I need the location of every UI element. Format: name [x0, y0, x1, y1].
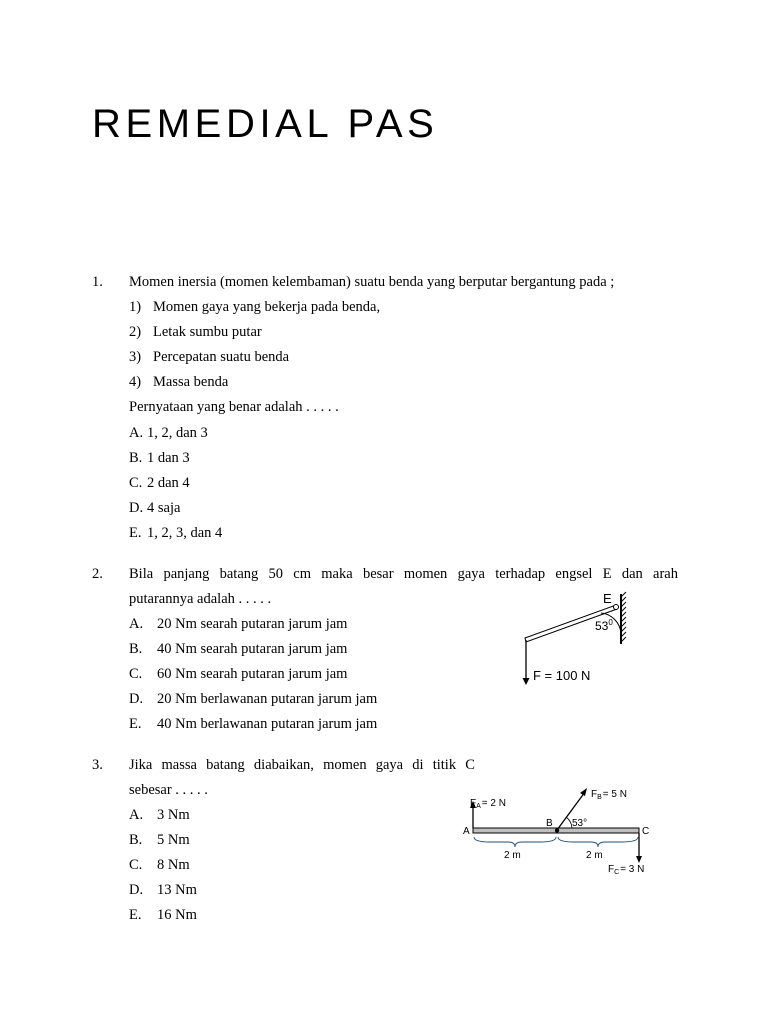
q2-figure — [518, 588, 630, 688]
q2-stem-word: panjang — [163, 566, 210, 582]
q2-stem-word: Bila — [129, 566, 154, 582]
q2-stem-line1 — [129, 565, 678, 583]
q3-option-text: 5 Nm — [157, 832, 190, 848]
q1-option-text: 2 dan 4 — [147, 475, 190, 491]
q1-statement-number: 2) — [129, 324, 142, 340]
brace-ab — [474, 837, 556, 847]
arrow-diagonal-icon — [580, 788, 587, 796]
hinge-icon — [614, 605, 619, 610]
q2-option-letter: D. — [129, 691, 144, 707]
q1-statement-text: Massa benda — [153, 374, 229, 390]
q3-angle-label: 53° — [572, 818, 588, 829]
q1-statement-text: Letak sumbu putar — [153, 324, 262, 340]
q3-option-text: 13 Nm — [157, 882, 197, 898]
point-c-label: C — [642, 826, 650, 837]
q2-option-letter: A. — [129, 616, 144, 632]
q2-angle-label: $53^0$ — [595, 618, 613, 633]
q3-option-text: 8 Nm — [157, 857, 190, 873]
q2-stem-word: arah — [653, 566, 678, 582]
q2-option-text: 20 Nm searah putaran jarum jam — [157, 616, 348, 632]
q2-stem-line2: putarannya adalah . . . . . — [129, 591, 272, 607]
q1-prompt: Pernyataan yang benar adalah . . . . . — [129, 399, 339, 415]
q1-option-letter: E. — [129, 525, 142, 541]
q1-option-text: 1, 2, dan 3 — [147, 425, 208, 441]
q1-option-letter: B. — [129, 450, 143, 466]
q2-stem-word: besar — [362, 566, 394, 582]
arrow-down-icon — [523, 678, 530, 685]
q1-option-text: 1 dan 3 — [147, 450, 190, 466]
q3-stem-word: momen — [323, 757, 367, 773]
q3-stem-word: C — [465, 757, 475, 773]
point-b-label: B — [546, 818, 553, 829]
fc-label: $F_C= 3$ N — [608, 864, 645, 876]
arrow-down-icon — [636, 856, 642, 863]
q1-statement-number: 3) — [129, 349, 142, 365]
q2-stem-word: 50 — [268, 566, 284, 582]
q2-stem-word: momen — [403, 566, 448, 582]
q1-statement-number: 4) — [129, 374, 142, 390]
q3-stem-word: diabaikan, — [253, 757, 314, 773]
fb-label: $F_B= 5$ N — [591, 789, 627, 801]
dist-bc-label: 2 m — [586, 850, 603, 861]
q2-option-letter: E. — [129, 716, 142, 732]
dist-ab-label: 2 m — [504, 850, 521, 861]
q3-stem-word: gaya — [375, 757, 404, 773]
point-a-label: A — [463, 826, 470, 837]
q2-option-letter: B. — [129, 641, 143, 657]
q2-option-text: 40 Nm searah putaran jarum jam — [157, 641, 348, 657]
q2-stem-word: E — [602, 566, 612, 582]
q2-force-label: F = 100 N — [533, 668, 591, 683]
q1-number: 1. — [92, 274, 103, 290]
q1-statement-number: 1) — [129, 299, 142, 315]
q3-option-letter: B. — [129, 832, 143, 848]
q2-stem-word: dan — [621, 566, 643, 582]
q3-stem-word: massa — [161, 757, 197, 773]
q3-option-text: 16 Nm — [157, 907, 197, 923]
q3-stem-word: di — [412, 757, 424, 773]
q3-option-letter: A. — [129, 807, 144, 823]
q1-option-letter: C. — [129, 475, 143, 491]
q1-option-text: 1, 2, 3, dan 4 — [147, 525, 223, 541]
q3-stem-line2: sebesar . . . . . — [129, 782, 208, 798]
q2-option-text: 20 Nm berlawanan putaran jarum jam — [157, 691, 378, 707]
q2-stem-word: batang — [219, 566, 259, 582]
q1-option-text: 4 saja — [147, 500, 181, 516]
q2-stem-word: maka — [321, 566, 353, 582]
q1-stem: Momen inersia (momen kelembaman) suatu benda yang berputar bergantung pada ; — [129, 274, 615, 290]
q3-stem-word: Jika — [129, 757, 153, 773]
q2-option-text: 60 Nm searah putaran jarum jam — [157, 666, 348, 682]
page-title: REMEDIAL PAS — [92, 102, 439, 146]
q2-option-letter: C. — [129, 666, 143, 682]
q1-option-letter: D. — [129, 500, 144, 516]
q3-number: 3. — [92, 757, 103, 773]
brace-bc — [558, 837, 638, 847]
q2-stem-word: terhadap — [495, 566, 546, 582]
q2-stem-word: gaya — [457, 566, 485, 582]
q1-option-letter: A. — [129, 425, 144, 441]
fa-label: $F_A= 2$ N — [470, 798, 506, 810]
q2-option-text: 40 Nm berlawanan putaran jarum jam — [157, 716, 378, 732]
q2-number: 2. — [92, 566, 103, 582]
q3-option-letter: C. — [129, 857, 143, 873]
hinge-label: E — [603, 591, 612, 606]
q3-option-text: 3 Nm — [157, 807, 190, 823]
q3-stem-word: titik — [432, 757, 457, 773]
q3-option-letter: E. — [129, 907, 142, 923]
q3-stem-line1 — [129, 756, 475, 774]
q2-stem-word: engsel — [555, 566, 593, 582]
q3-stem-word: batang — [206, 757, 245, 773]
q3-figure — [460, 784, 660, 880]
q3-option-letter: D. — [129, 882, 144, 898]
q2-stem-word: cm — [293, 566, 312, 582]
q1-statement-text: Percepatan suatu benda — [153, 349, 290, 365]
q1-statement-text: Momen gaya yang bekerja pada benda, — [153, 299, 381, 315]
